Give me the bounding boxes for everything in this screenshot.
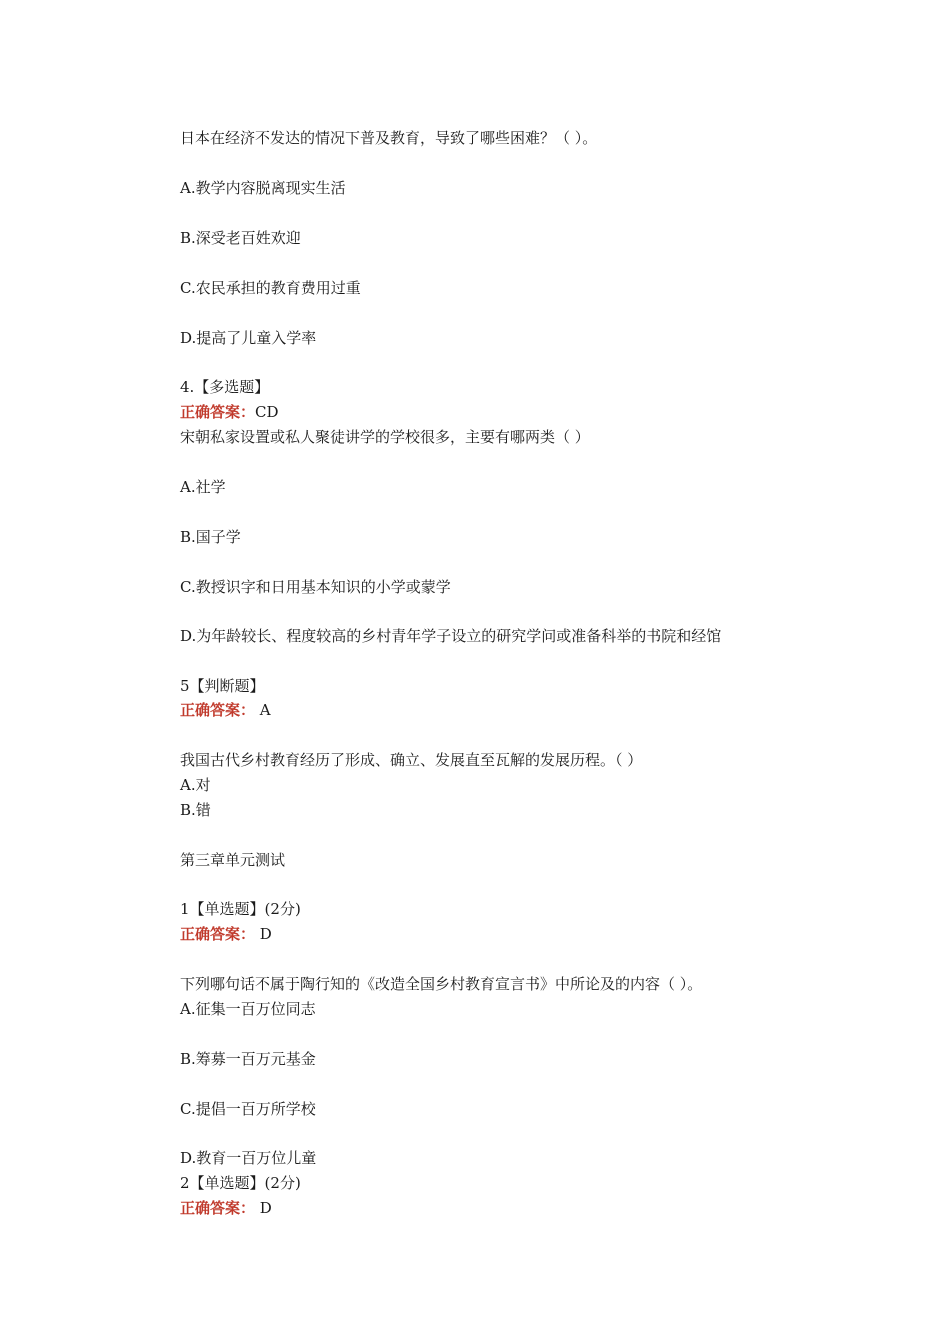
c3q2-header: 2【单选题】(2分) bbox=[180, 1174, 301, 1192]
q3-option-c: C.农民承担的教育费用过重 bbox=[180, 279, 361, 297]
q5-header: 5【判断题】 bbox=[180, 677, 265, 695]
c3q1-option-b: B.筹募一百万元基金 bbox=[180, 1050, 316, 1068]
q4-option-a: A.社学 bbox=[180, 478, 226, 496]
c3q1-option-d: D.教育一百万位儿童 bbox=[180, 1149, 317, 1167]
q3-option-a: A.教学内容脱离现实生活 bbox=[180, 179, 346, 197]
c3q1-answer-label: 正确答案： bbox=[180, 925, 256, 943]
q4-answer-value: CD bbox=[255, 403, 279, 421]
q5-answer-label: 正确答案： bbox=[180, 701, 256, 719]
q4-answer-label: 正确答案： bbox=[180, 403, 256, 421]
c3q1-header: 1【单选题】(2分) bbox=[180, 900, 301, 918]
q5-option-b: B.错 bbox=[180, 801, 211, 819]
q5-answer bbox=[180, 698, 780, 722]
q4-option-b: B.国子学 bbox=[180, 528, 241, 546]
q4-header: 4.【多选题】 bbox=[180, 378, 270, 396]
c3q2-answer bbox=[180, 1196, 780, 1220]
q5-stem: 我国古代乡村教育经历了形成、确立、发展直至瓦解的发展历程。（ ） bbox=[180, 751, 643, 769]
chapter-title: 第三章单元测试 bbox=[180, 851, 286, 869]
q4-stem: 宋朝私家设置或私人聚徒讲学的学校很多，主要有哪两类（ ） bbox=[180, 428, 590, 446]
q3-stem: 日本在经济不发达的情况下普及教育，导致了哪些困难？（ ）。 bbox=[180, 129, 598, 147]
c3q1-stem: 下列哪句话不属于陶行知的《改造全国乡村教育宣言书》中所论及的内容（ ）。 bbox=[180, 975, 703, 993]
q3-option-d: D.提高了儿童入学率 bbox=[180, 329, 317, 347]
c3q1-answer bbox=[180, 922, 780, 946]
q4-option-d: D.为年龄较长、程度较高的乡村青年学子设立的研究学问或准备科举的书院和经馆 bbox=[180, 627, 722, 645]
c3q1-option-a: A.征集一百万位同志 bbox=[180, 1000, 316, 1018]
c3q2-answer-label: 正确答案： bbox=[180, 1199, 256, 1217]
c3q2-answer-value: D bbox=[255, 1199, 272, 1217]
q4-answer bbox=[180, 400, 780, 424]
q3-option-b: B.深受老百姓欢迎 bbox=[180, 229, 301, 247]
q5-option-a: A.对 bbox=[180, 776, 211, 794]
q4-option-c: C.教授识字和日用基本知识的小学或蒙学 bbox=[180, 578, 451, 596]
c3q1-option-c: C.提倡一百万所学校 bbox=[180, 1100, 316, 1118]
q5-answer-value: A bbox=[255, 701, 271, 719]
c3q1-answer-value: D bbox=[255, 925, 272, 943]
